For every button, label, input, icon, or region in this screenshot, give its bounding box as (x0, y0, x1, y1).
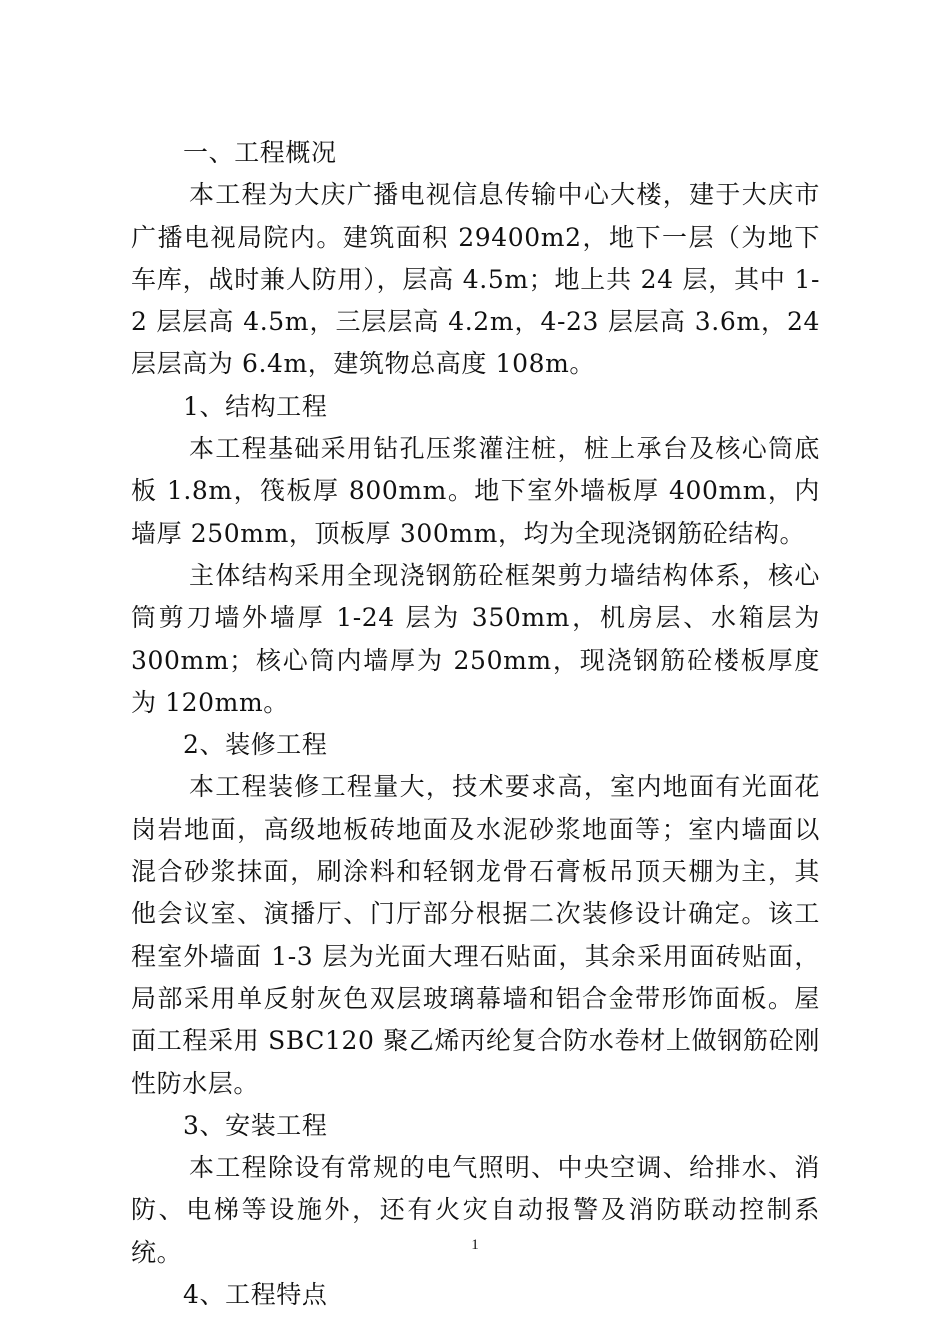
section-heading-installation: 3、安装工程 (183, 1110, 328, 1140)
paragraph-installation: 本工程除设有常规的电气照明、中央空调、给排水、消防、电梯等设施外，还有火灾自动报警及消防联动控制系统。 (131, 1153, 820, 1267)
paragraph-foundation: 本工程基础采用钻孔压浆灌注桩，桩上承台及核心筒底板 1.8m，筏板厚 800mm。地下室外墙板厚 400mm，内墙厚 250mm，顶板厚 300mm，均为全现浇钢筋砼结构。 (131, 434, 820, 548)
paragraph-main-structure: 主体结构采用全现浇钢筋砼框架剪力墙结构体系，核心筒剪刀墙外墙厚 1-24 层为 350mm，机房层、水箱层为 300mm；核心筒内墙厚为 250mm，现浇钢筋砼楼板厚度为 120mm。 (131, 560, 820, 717)
paragraph-decoration: 本工程装修工程量大，技术要求高，室内地面有光面花岗岩地面，高级地板砖地面及水泥砂浆地面等；室内墙面以混合砂浆抹面，刷涂料和轻钢龙骨石膏板吊顶天棚为主，其他会议室、演播厅、门厅部分根据二次装修设计确定。该工程室外墙面 1-3 层为光面大理石贴面，其余采用面砖贴面，局部采用单反射灰色双层玻璃幕墙和铝合金带形饰面板。屋面工程采用 SBC120 聚乙烯丙纶复合防水卷材上做钢筋砼刚性防水层。 (131, 772, 820, 1098)
section-heading-decoration: 2、装修工程 (183, 730, 328, 760)
section-heading-structure: 1、结构工程 (183, 391, 328, 421)
section-heading-features: 4、工程特点 (183, 1280, 328, 1310)
document-body (131, 132, 820, 1316)
paragraph-project-description: 本工程为大庆广播电视信息传输中心大楼，建于大庆市广播电视局院内。建筑面积 29400m2，地下一层（为地下车库，战时兼人防用），层高 4.5m；地上共 24 层，其中 1-2 层层高 4.5m，三层层高 4.2m，4-23 层层高 3.6m，24 层层高为 6.4m，建筑物总高度 108m。 (131, 180, 820, 379)
section-heading-overview: 一、工程概况 (183, 138, 337, 167)
page-number: 1 (471, 1237, 479, 1253)
